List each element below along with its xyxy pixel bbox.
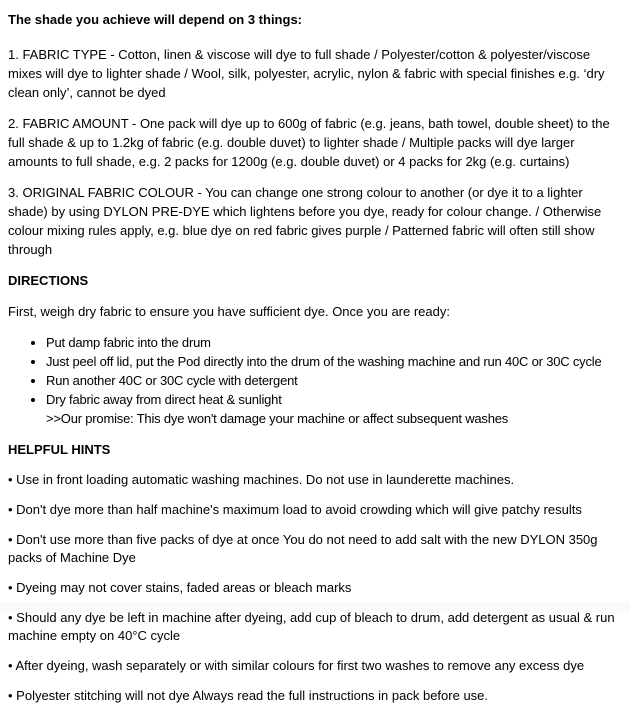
hint-polyester-stitching: • Polyester stitching will not dye Always read the full instructions in pack before use. xyxy=(8,688,489,703)
hint-bleach-drum: • Should any dye be left in machine after dyeing, add cup of bleach to drum, add detergent as usual & run machine empty on 40°C cycle xyxy=(8,610,615,643)
directions-step-list xyxy=(8,333,624,428)
hint-wash-separately: • After dyeing, wash separately or with similar colours for first two washes to remove any excess dye xyxy=(8,658,585,673)
helpful-hints-list xyxy=(8,471,624,705)
direction-step-damp-fabric: • Put damp fabric into the drum xyxy=(46,333,624,352)
direction-step-dry-fabric: • Dry fabric away from direct heat & sunlight xyxy=(46,390,624,409)
helpful-hints-heading: HELPFUL HINTS xyxy=(8,442,111,457)
our-promise-note: >>Our promise: This dye won't damage your machine or affect subsequent washes xyxy=(46,411,509,426)
hint-five-packs: • Don't use more than five packs of dye at once You do not need to add salt with the new DYLON 350g packs of Machine Dye xyxy=(8,532,598,565)
paragraph-fabric-type: 1. FABRIC TYPE - Cotton, linen & viscose will dye to full shade / Polyester/cotton & polyester/viscose mixes will dye to lighter shade / Wool, silk, polyester, acrylic, nylon & fabric with special finishes e.g. ‘dry clean only’, cannot be dyed xyxy=(8,47,605,100)
directions-intro: First, weigh dry fabric to ensure you have sufficient dye. Once you are ready: xyxy=(8,304,450,319)
hint-half-load: • Don't dye more than half machine's maximum load to avoid crowding which will give patchy results xyxy=(8,502,582,517)
paragraph-original-fabric-colour: 3. ORIGINAL FABRIC COLOUR - You can change one strong colour to another (or dye it to a lighter shade) by using DYLON PRE-DYE which lightens before you dye, ready for colour change. / Otherwise colour mixing rules apply, e.g. blue dye on red fabric gives purple / Patterned fabric will often still show through xyxy=(8,185,602,257)
paragraph-fabric-amount: 2. FABRIC AMOUNT - One pack will dye up to 600g of fabric (e.g. jeans, bath towel, double sheet) to the full shade & up to 1.2kg of fabric (e.g. double duvet) to lighter shade / Multiple packs will dye larger amounts to full shade, e.g. 2 packs for 1200g (e.g. double duvet) or 4 packs for 2kg (e.g. curtains) xyxy=(8,116,610,169)
shade-intro-heading: The shade you achieve will depend on 3 things: xyxy=(8,12,302,27)
hint-stains: • Dyeing may not cover stains, faded areas or bleach marks xyxy=(8,580,352,595)
direction-step-pod-into-drum: • Just peel off lid, put the Pod directly into the drum of the washing machine and run 40C or 30C cycle xyxy=(46,352,624,371)
direction-step-second-cycle: • Run another 40C or 30C cycle with detergent xyxy=(46,371,624,390)
directions-heading: DIRECTIONS xyxy=(8,273,89,288)
hint-front-loading: • Use in front loading automatic washing machines. Do not use in launderette machines. xyxy=(8,472,515,487)
